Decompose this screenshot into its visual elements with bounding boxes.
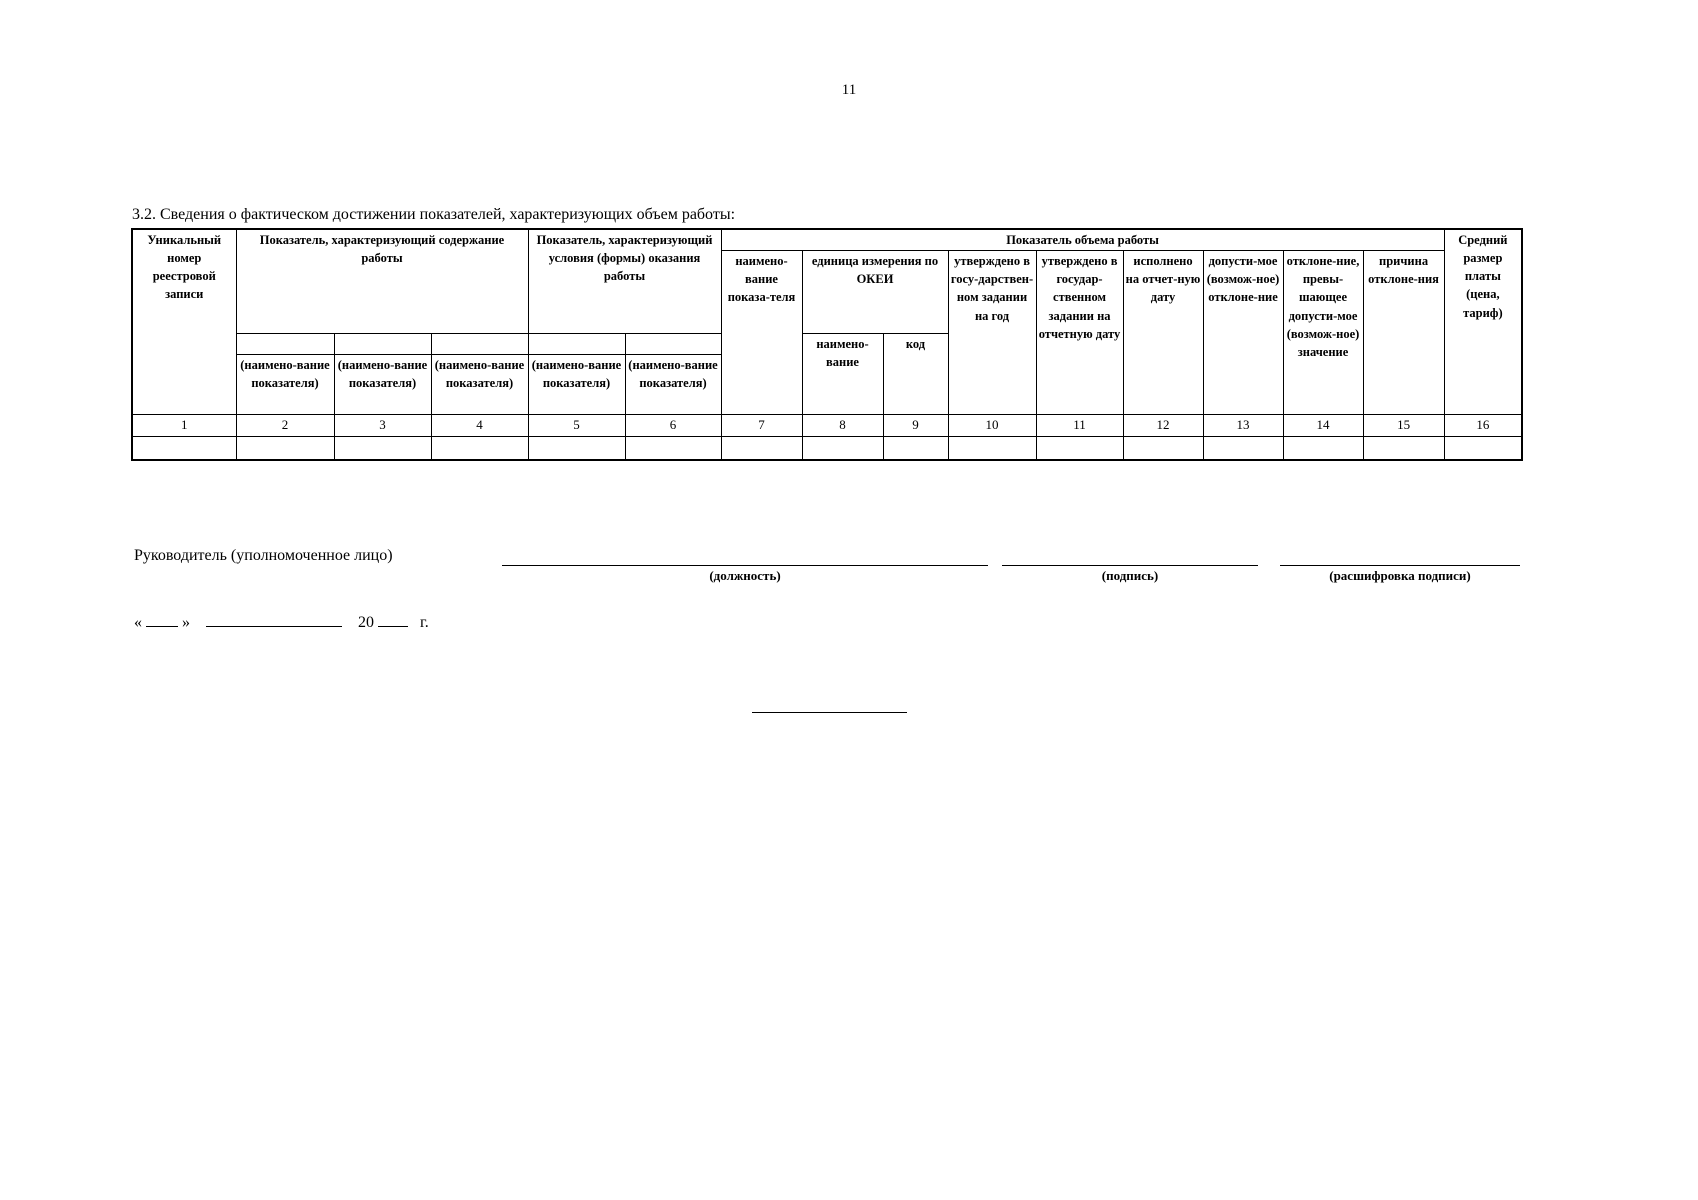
- header-approved-year: утверждено в госу-дарствен-ном задании на год: [948, 251, 1036, 415]
- data-cell[interactable]: [1123, 436, 1203, 460]
- data-cell[interactable]: [802, 436, 883, 460]
- condition-sub-blank-1: [528, 334, 625, 355]
- column-number: 4: [431, 415, 528, 437]
- page-number: 11: [841, 82, 857, 98]
- column-number: 5: [528, 415, 625, 437]
- header-executed-date: исполнено на отчет-ную дату: [1123, 251, 1203, 415]
- column-number: 15: [1363, 415, 1444, 437]
- year-suffix: г.: [420, 614, 429, 631]
- header-deviation-reason: причина отклоне-ния: [1363, 251, 1444, 415]
- signature-label: Руководитель (уполномоченное лицо): [134, 547, 393, 564]
- signature-line[interactable]: [1002, 565, 1258, 566]
- data-cell[interactable]: [132, 436, 236, 460]
- column-number: 6: [625, 415, 721, 437]
- header-unit-name: наимено-вание: [802, 334, 883, 415]
- data-cell[interactable]: [625, 436, 721, 460]
- decode-caption: (расшифровка подписи): [1329, 568, 1471, 583]
- signature-caption: (подпись): [1101, 568, 1159, 583]
- open-quote: «: [134, 614, 142, 631]
- header-allowable-deviation: допусти-мое (возмож-ное) отклоне-ние: [1203, 251, 1283, 415]
- data-cell[interactable]: [721, 436, 802, 460]
- column-number: 1: [132, 415, 236, 437]
- header-sub-name-3: (наимено-вание показателя): [334, 355, 431, 415]
- volume-indicators-table: [131, 228, 1523, 461]
- header-unit-code: код: [883, 334, 948, 415]
- section-title: 3.2. Сведения о фактическом достижении показателей, характеризующих объем работы:: [132, 206, 736, 223]
- year-prefix: 20: [358, 614, 374, 631]
- column-number: 3: [334, 415, 431, 437]
- data-cell[interactable]: [528, 436, 625, 460]
- data-cell[interactable]: [883, 436, 948, 460]
- column-number: 2: [236, 415, 334, 437]
- column-number: 7: [721, 415, 802, 437]
- month-blank[interactable]: [206, 612, 342, 627]
- data-cell[interactable]: [1283, 436, 1363, 460]
- header-condition-indicator: Показатель, характеризующий условия (формы) оказания работы: [528, 229, 721, 334]
- header-sub-name-4: (наимено-вание показателя): [431, 355, 528, 415]
- content-sub-blank-1: [236, 334, 334, 355]
- year-blank[interactable]: [378, 612, 408, 627]
- column-number: 10: [948, 415, 1036, 437]
- date-line: [134, 612, 429, 632]
- header-sub-name-6: (наимено-вание показателя): [625, 355, 721, 415]
- column-number: 9: [883, 415, 948, 437]
- column-number: 12: [1123, 415, 1203, 437]
- data-cell[interactable]: [1203, 436, 1283, 460]
- close-quote: »: [182, 614, 190, 631]
- header-indicator-name: наимено-вание показа-теля: [721, 251, 802, 415]
- header-approved-date: утверждено в государ-ственном задании на отчетную дату: [1036, 251, 1123, 415]
- header-sub-name-2: (наимено-вание показателя): [236, 355, 334, 415]
- data-cell[interactable]: [236, 436, 334, 460]
- condition-sub-blank-2: [625, 334, 721, 355]
- data-cell[interactable]: [1363, 436, 1444, 460]
- header-deviation-exceeding: отклоне-ние, превы-шающее допусти-мое (возмож-ное) значение: [1283, 251, 1363, 415]
- position-line[interactable]: [502, 565, 988, 566]
- content-sub-blank-3: [431, 334, 528, 355]
- column-number: 11: [1036, 415, 1123, 437]
- column-number: 8: [802, 415, 883, 437]
- header-unit-okei: единица измерения по ОКЕИ: [802, 251, 948, 334]
- day-blank[interactable]: [146, 612, 178, 627]
- data-cell[interactable]: [334, 436, 431, 460]
- position-caption: (должность): [709, 568, 781, 583]
- content-sub-blank-2: [334, 334, 431, 355]
- data-cell[interactable]: [1036, 436, 1123, 460]
- header-sub-name-5: (наимено-вание показателя): [528, 355, 625, 415]
- data-cell[interactable]: [948, 436, 1036, 460]
- column-number: 14: [1283, 415, 1363, 437]
- column-number: 16: [1444, 415, 1522, 437]
- column-number: 13: [1203, 415, 1283, 437]
- decode-line[interactable]: [1280, 565, 1520, 566]
- header-volume-indicator: Показатель объема работы: [721, 229, 1444, 251]
- end-rule: [752, 712, 907, 713]
- header-unique-number: Уникальный номер реестровой записи: [132, 229, 236, 415]
- data-cell[interactable]: [431, 436, 528, 460]
- header-content-indicator: Показатель, характеризующий содержание работы: [236, 229, 528, 334]
- data-cell[interactable]: [1444, 436, 1522, 460]
- header-avg-payment: Средний размер платы (цена, тариф): [1444, 229, 1522, 415]
